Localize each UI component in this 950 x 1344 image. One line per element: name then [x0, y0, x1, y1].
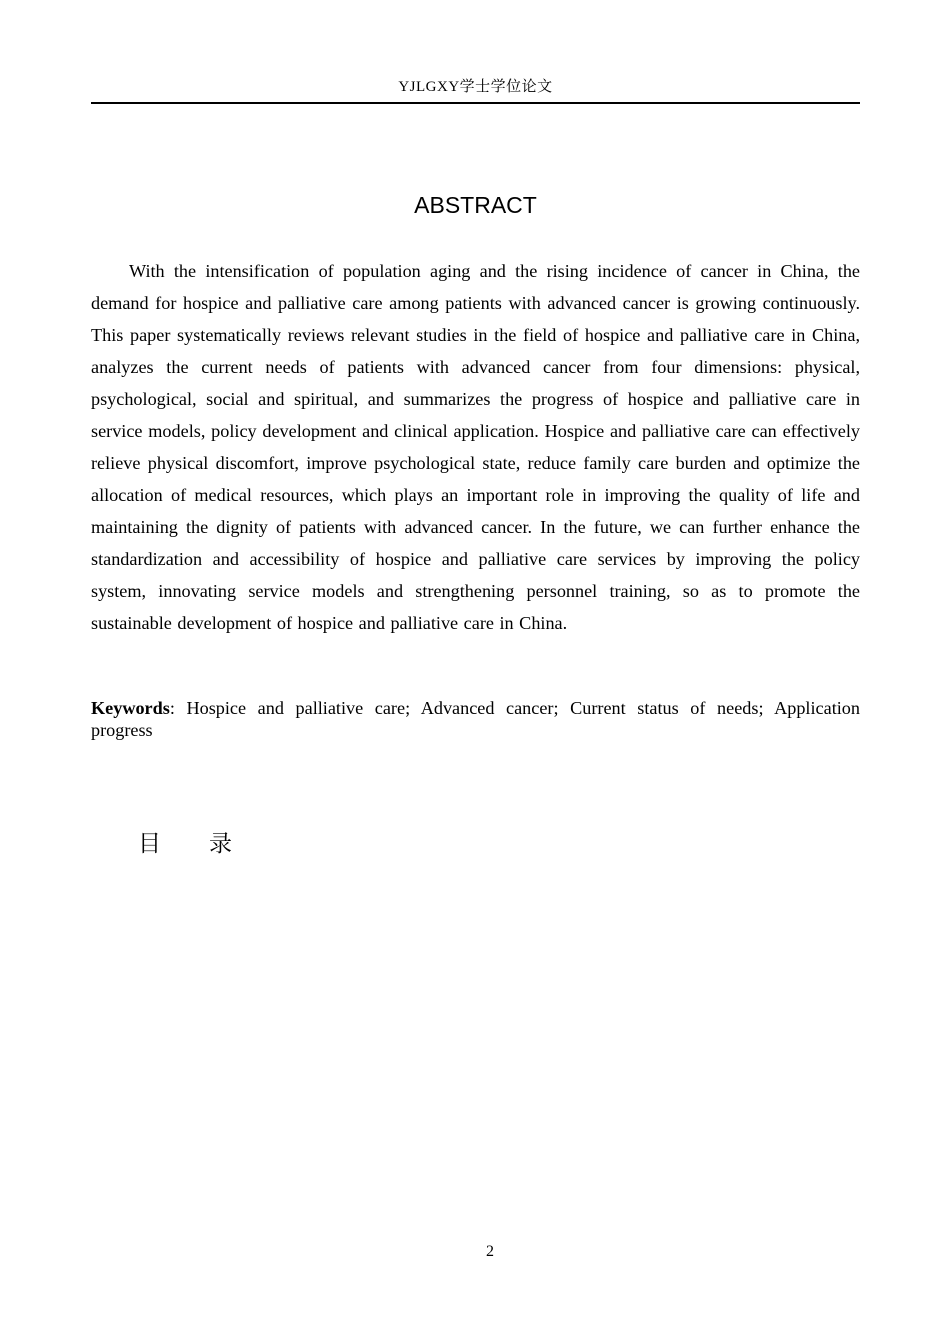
- page-header: YJLGXY学士学位论文: [91, 76, 860, 104]
- keywords-separator: :: [169, 698, 187, 718]
- keywords-line: [91, 697, 860, 741]
- abstract-title: ABSTRACT: [414, 192, 537, 218]
- page-number: 2: [486, 1243, 494, 1260]
- keywords-label: Keywords: [91, 698, 170, 718]
- keywords-text: Hospice and palliative care; Advanced cancer; Current status of needs; Application progress: [91, 698, 860, 740]
- abstract-body: With the intensification of population aging and the rising incidence of cancer in China, the demand for hospice and palliative care among patients with advanced cancer is growing continuously. This paper systematically reviews relevant studies in the field of hospice and palliative care in China, analyzes the current needs of patients with advanced cancer from four dimensions: physical, psychological, social and spiritual, and summarizes the progress of hospice and palliative care in service models, policy development and clinical application. Hospice and palliative care can effectively relieve physical discomfort, improve psychological state, reduce family care burden and optimize the allocation of medical resources, which plays an important role in improving the quality of life and maintaining the dignity of patients with advanced cancer. In the future, we can further enhance the standardization and accessibility of hospice and palliative care services by improving the policy system, innovating service models and strengthening personnel training, so as to promote the sustainable development of hospice and palliative care in China.: [91, 261, 860, 633]
- toc-title: 目录: [138, 831, 280, 857]
